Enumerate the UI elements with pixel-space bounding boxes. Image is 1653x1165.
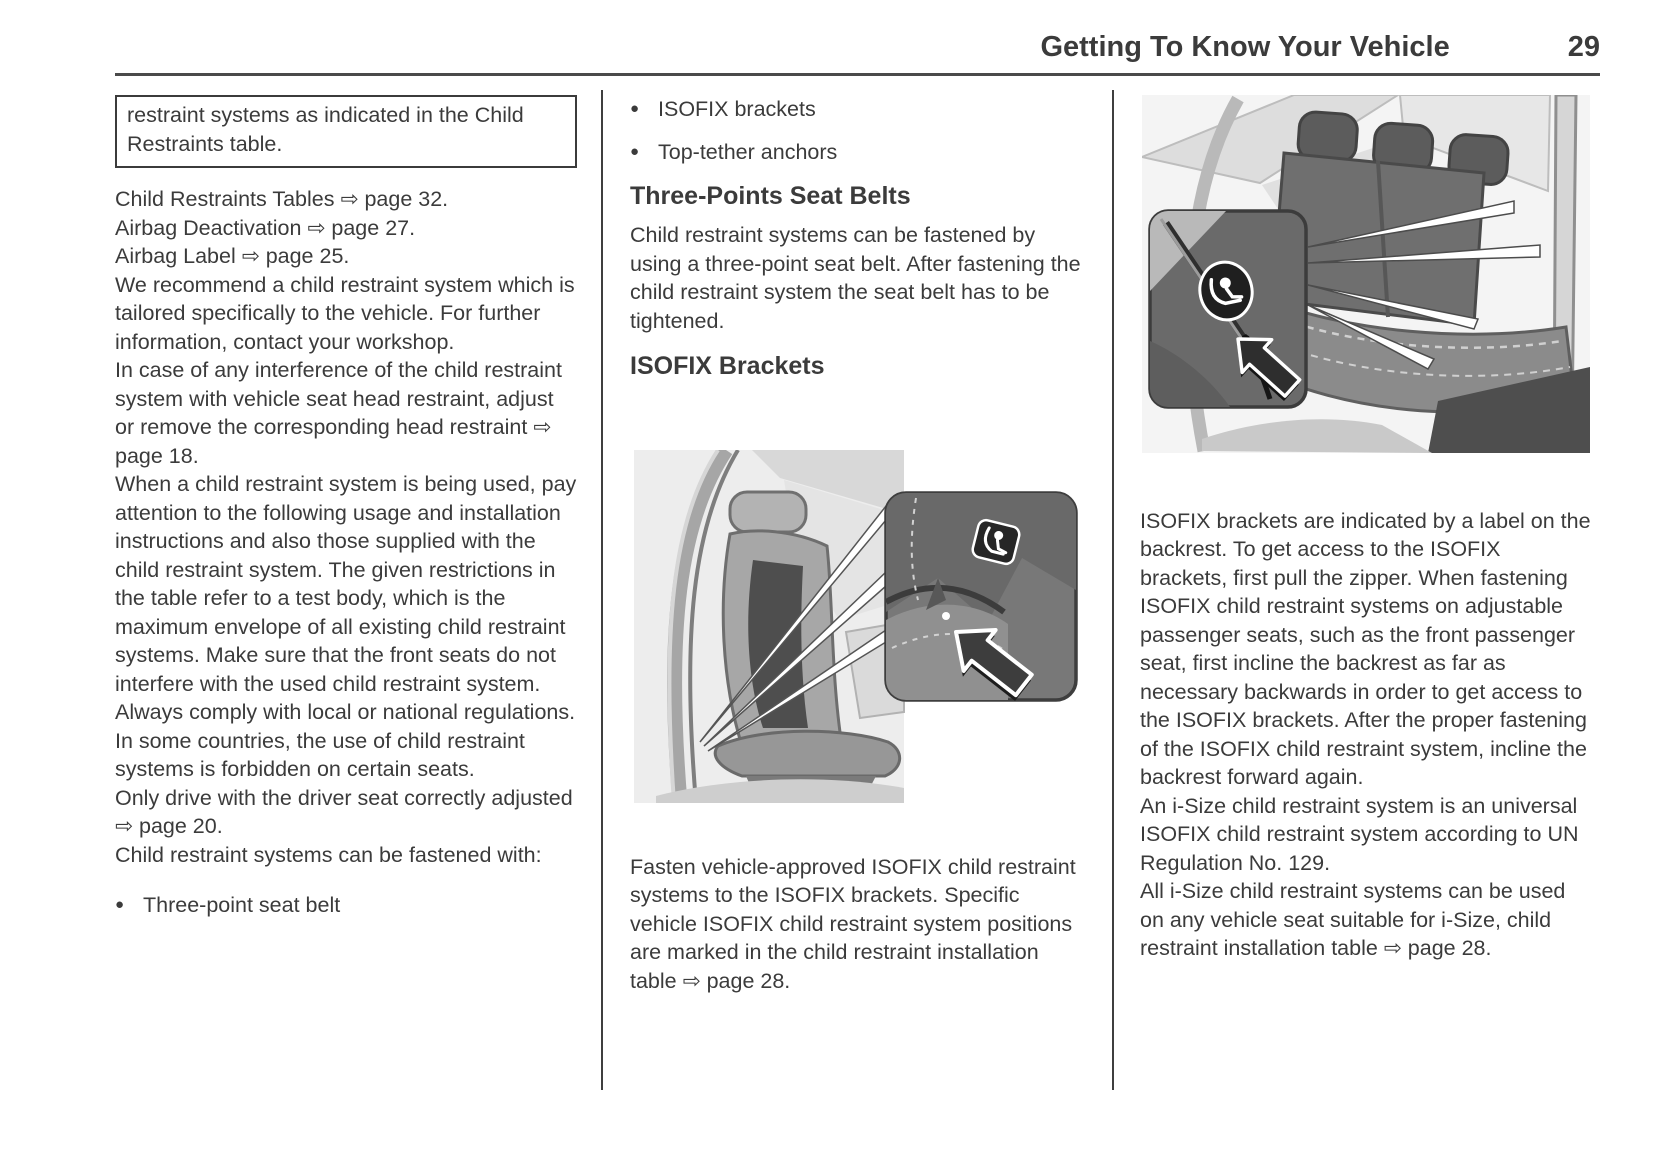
paragraph: ISOFIX brackets are indicated by a label on the backrest. To get access to the ISOFIX brackets, first pull the zipper. When fastening ISOFIX child restraint systems on adjustable passenger seats, such as the front passenger seat, first incline the backrest as far as necessary backwards in order to get access to the ISOFIX brackets. After the proper fastening of the ISOFIX child restraint system, incline the backrest forward again.: [1140, 508, 1591, 789]
paragraph: An i-Size child restraint system is an universal ISOFIX child restraint system according to UN Regulation No. 129.: [1140, 793, 1579, 875]
section-heading-three-points-seat-belts: Three-Points Seat Belts: [630, 182, 911, 210]
paragraph: Fasten vehicle-approved ISOFIX child restraint systems to the ISOFIX brackets. Specific vehicle ISOFIX child restraint system positions are marked in the child restraint installation table ⇨ page 28.: [630, 854, 1076, 993]
fastening-options-list-continued: [630, 95, 1090, 166]
paragraph: When a child restraint system is being used, pay attention to the following usage and installation instructions and also those supplied with the child restraint system. The given restrictions in the table refer to a test body, which is the maximum envelope of all existing child restraint systems. Make sure that the front seats do not interfere with the used child restraint system.: [115, 472, 577, 696]
column-1: [115, 95, 577, 934]
paragraph: Child Restraints Tables ⇨ page 32.: [115, 187, 449, 211]
front-passenger-seat-isofix-figure: [634, 450, 1090, 811]
car-door-opening-scene: [634, 450, 904, 803]
fastening-options-list: [115, 891, 577, 920]
list-item-label: Top-tether anchors: [658, 139, 838, 164]
paragraph: Child restraint systems can be fastened with:: [115, 842, 542, 867]
bracket-highlight-dot: [942, 612, 950, 620]
column-divider: [601, 90, 603, 1090]
column-3: [1140, 95, 1592, 963]
list-item: [115, 891, 577, 920]
note-box-text: restraint systems as indicated in the Child Restraints table.: [127, 103, 524, 156]
isofix-label-icon: [971, 518, 1021, 565]
page-title: Getting To Know Your Vehicle: [1040, 31, 1450, 63]
bullet-icon: ●: [630, 142, 640, 160]
paragraph: Airbag Label ⇨ page 25.: [115, 244, 350, 268]
page-header: [115, 30, 1600, 76]
magnifier-inset: [886, 493, 1076, 711]
rear-seat-isofix-illustration: [1142, 95, 1590, 453]
page-number: 29: [1567, 31, 1600, 63]
list-item: [630, 95, 1090, 124]
paragraph: In case of any interference of the child restraint system with vehicle seat head restraint, adjust or remove the corresponding head restraint ⇨ page 18.: [115, 358, 562, 468]
paragraph: We recommend a child restraint system which is tailored specifically to the vehicle. For further information, contact your workshop.: [115, 272, 575, 354]
paragraph: Only drive with the driver seat correctly adjusted ⇨ page 20.: [115, 785, 573, 838]
paragraph: Airbag Deactivation ⇨ page 27.: [115, 215, 416, 240]
magnifier-inset: [1150, 211, 1309, 409]
note-box: [115, 95, 577, 168]
bullet-icon: ●: [115, 896, 125, 913]
column-divider: [1112, 90, 1114, 1090]
bullet-icon: ●: [630, 100, 640, 117]
section-heading-isofix-brackets: ISOFIX Brackets: [630, 352, 825, 380]
list-item-label: ISOFIX brackets: [658, 97, 816, 121]
paragraph: Always comply with local or national regulations. In some countries, the use of child restraint systems is forbidden on certain seats.: [115, 700, 576, 781]
list-item-label: Three-point seat belt: [143, 893, 341, 917]
list-item: [630, 138, 1090, 167]
paragraph: All i-Size child restraint systems can be used on any vehicle seat suitable for i-Size, child restraint installation table ⇨ page 28.: [1140, 879, 1566, 960]
column-2: [630, 95, 1090, 995]
front-seat-isofix-illustration: [634, 450, 1078, 803]
paragraph: Child restraint systems can be fastened by using a three-point seat belt. After fastening the child restraint system the seat belt has to be tightened.: [630, 223, 1081, 333]
rear-seat-isofix-figure: [1142, 95, 1592, 461]
